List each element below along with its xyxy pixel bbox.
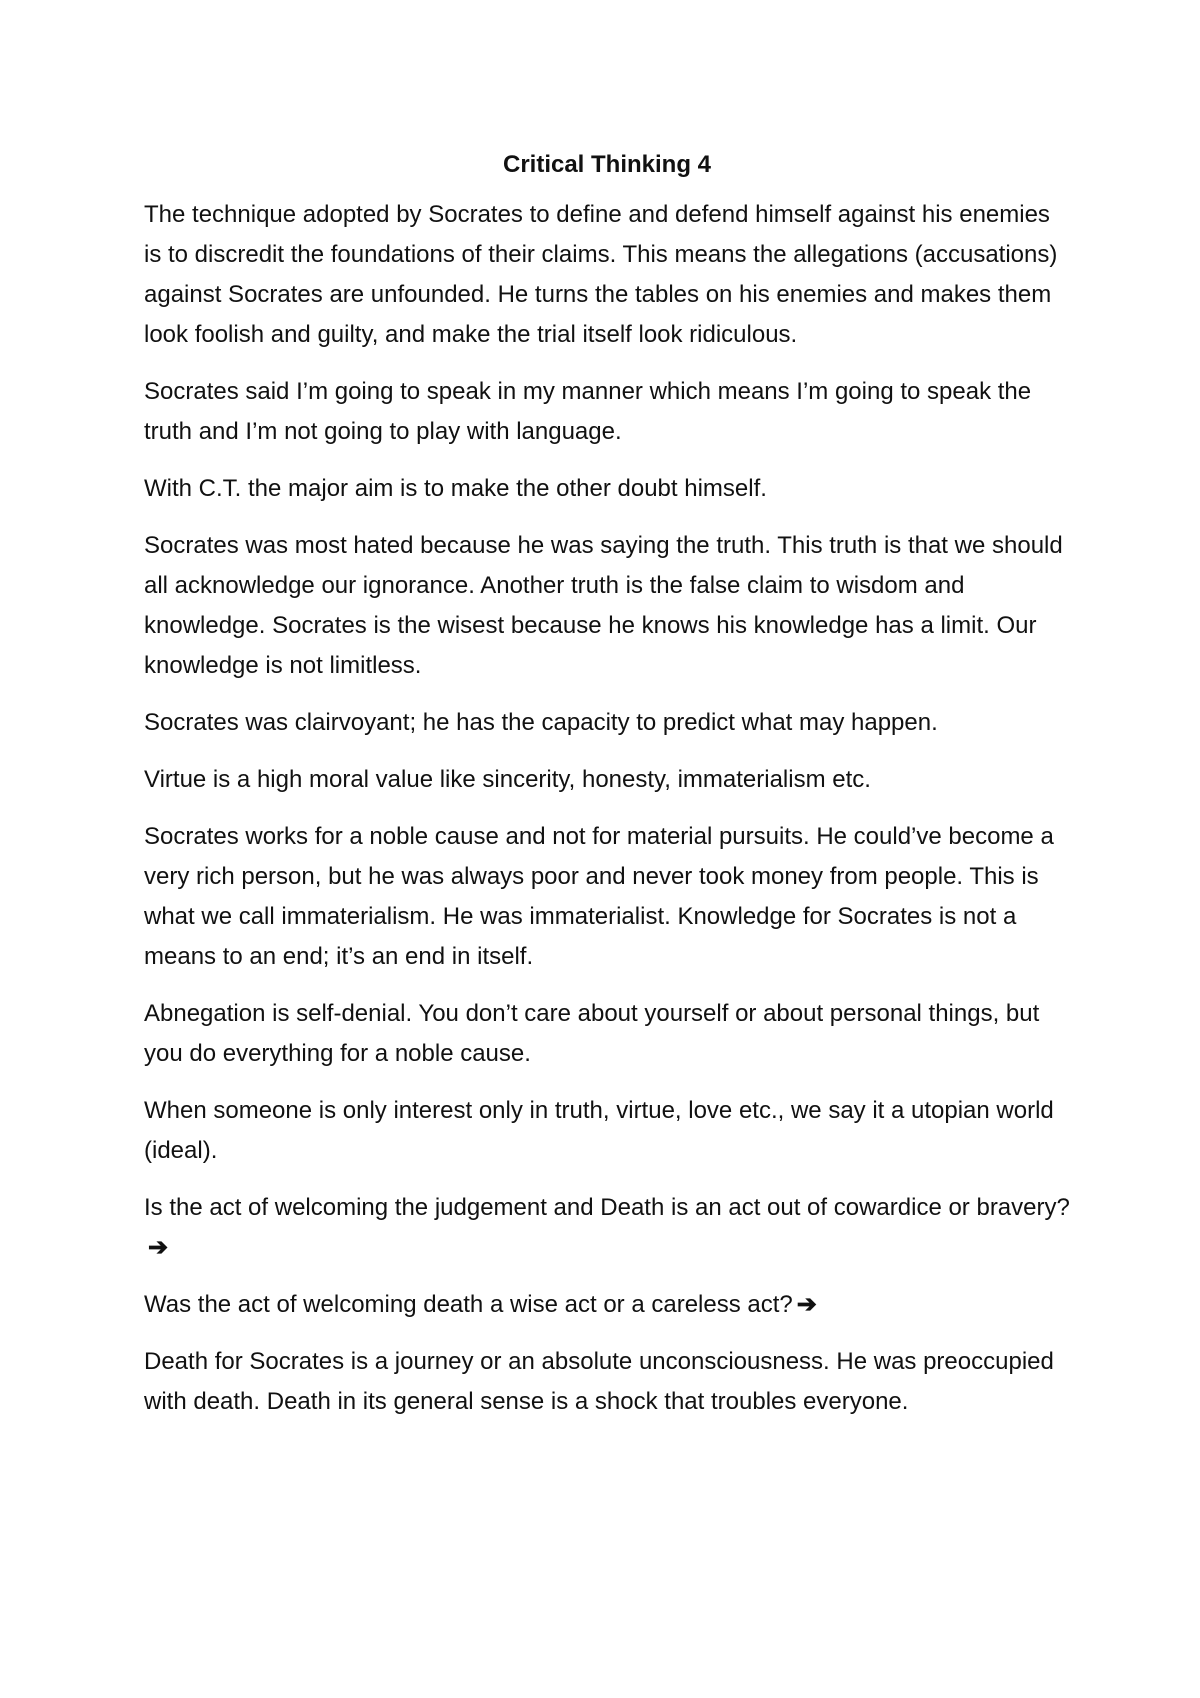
paragraph-noble-cause	[144, 817, 1070, 977]
paragraph-most-hated	[144, 526, 1070, 686]
paragraph-text: Was the act of welcoming death a wise act or a careless act?	[144, 1291, 793, 1318]
paragraph-text: Virtue is a high moral value like sincerity, honesty, immaterialism etc.	[144, 766, 871, 793]
paragraph-text: Abnegation is self-denial. You don’t care about yourself or about personal things, but you do everything for a noble cause.	[144, 1000, 1040, 1067]
paragraph-text: The technique adopted by Socrates to define and defend himself against his enemies is to discredit the foundations of their claims. This means the allegations (accusations) against Socrates are unfounded. He turns the tables on his enemies and makes them look foolish and guilty, and make the trial itself look ridiculous.	[144, 201, 1058, 348]
paragraph-speak-truth	[144, 372, 1070, 452]
paragraph-text: Death for Socrates is a journey or an absolute unconsciousness. He was preoccupied with death. Death in its general sense is a shock that troubles everyone.	[144, 1348, 1054, 1415]
paragraph-utopian	[144, 1091, 1070, 1171]
paragraph-text: Socrates was clairvoyant; he has the capacity to predict what may happen.	[144, 709, 938, 736]
paragraph-text: Socrates was most hated because he was saying the truth. This truth is that we should all acknowledge our ignorance. Another truth is the false claim to wisdom and knowledge. Socrates is the wisest because he knows his knowledge has a limit. Our knowledge is not limitless.	[144, 532, 1063, 679]
document-title: Critical Thinking 4	[502, 151, 712, 178]
paragraph-text: When someone is only interest only in truth, virtue, love etc., we say it a utopian world (ideal).	[144, 1097, 1054, 1164]
paragraph-ct-aim	[144, 469, 1070, 509]
paragraph-question-wise	[144, 1285, 1070, 1325]
right-arrow-icon: ➔	[148, 1234, 169, 1261]
paragraph-question-bravery	[144, 1188, 1070, 1268]
paragraph-text: Socrates said I’m going to speak in my manner which means I’m going to speak the truth and I’m not going to play with language.	[144, 378, 1032, 445]
paragraph-death	[144, 1342, 1070, 1422]
paragraph-abnegation	[144, 994, 1070, 1074]
paragraph-text: With C.T. the major aim is to make the other doubt himself.	[144, 475, 767, 502]
paragraph-virtue	[144, 760, 1070, 800]
paragraph-text: Is the act of welcoming the judgement and Death is an act out of cowardice or bravery?	[144, 1194, 1070, 1221]
paragraph-technique	[144, 195, 1070, 355]
right-arrow-icon: ➔	[796, 1291, 817, 1318]
paragraph-clairvoyant	[144, 703, 1070, 743]
paragraph-text: Socrates works for a noble cause and not for material pursuits. He could’ve become a very rich person, but he was always poor and never took money from people. This is what we call immaterialism. He was immaterialist. Knowledge for Socrates is not a means to an end; it’s an end in itself.	[144, 823, 1054, 970]
